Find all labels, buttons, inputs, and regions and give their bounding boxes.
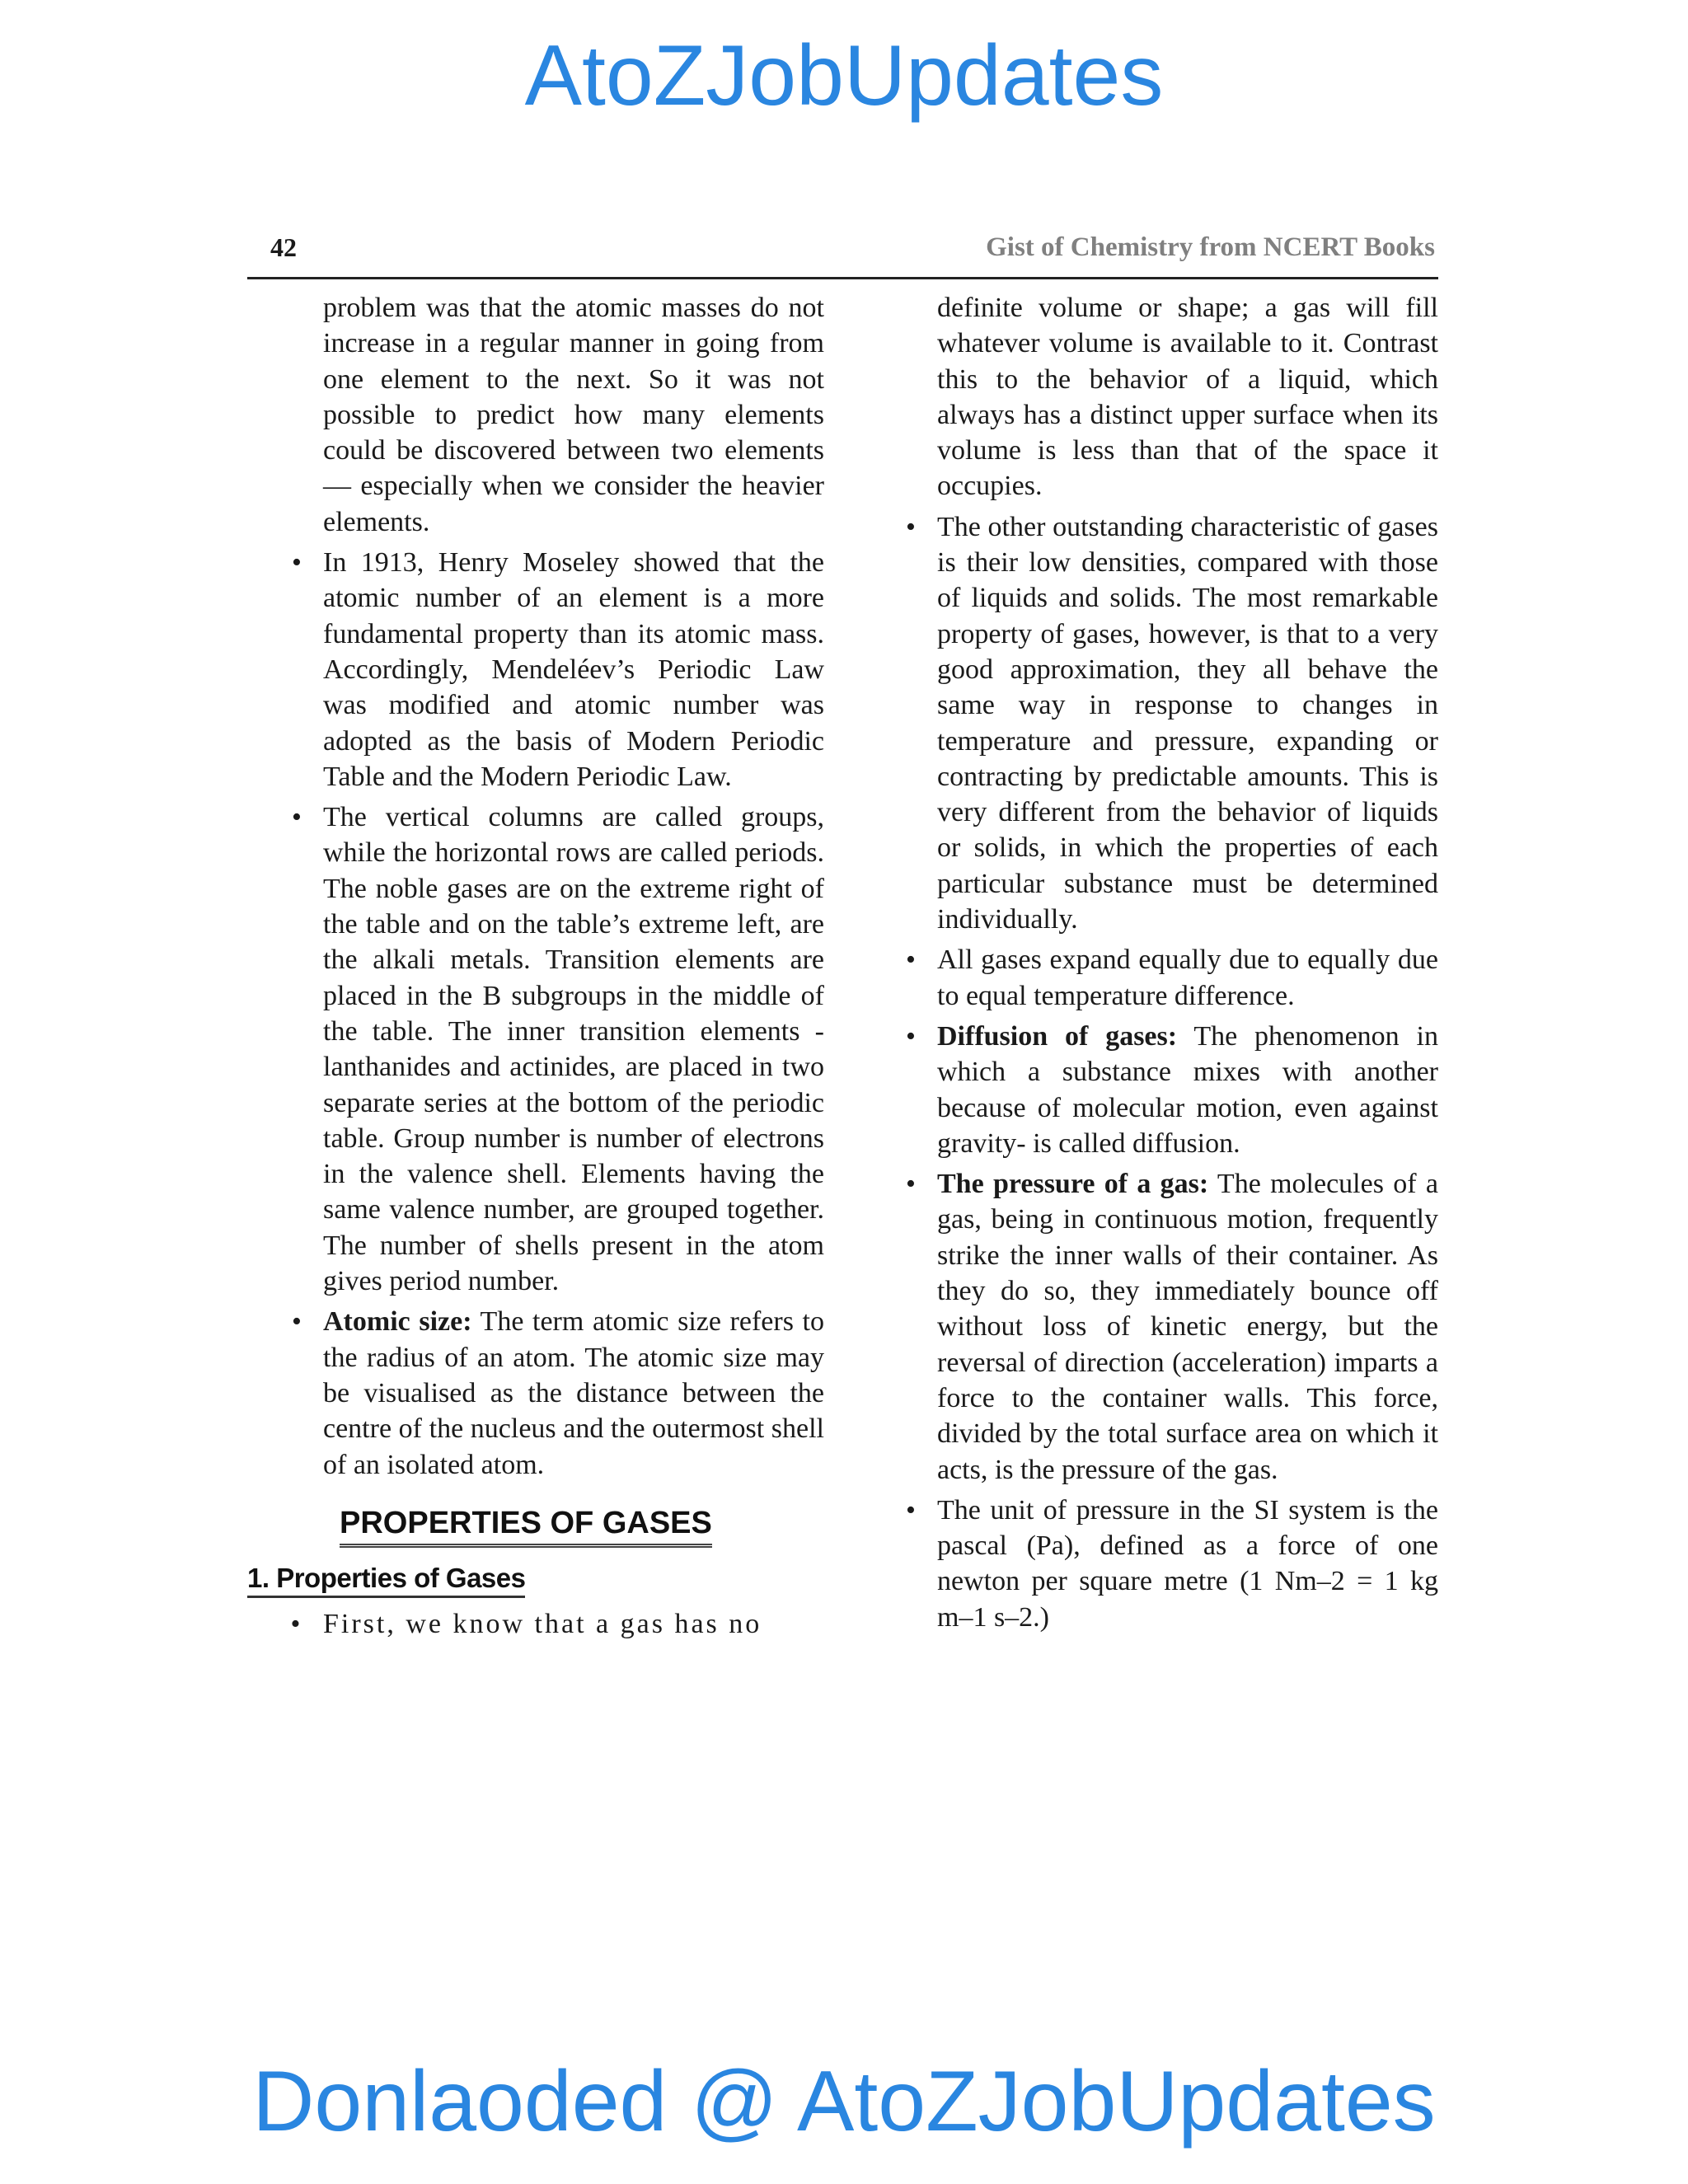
bullet-icon: •: [906, 1494, 916, 1526]
page-number: 42: [270, 232, 297, 262]
bullet-term: Atomic size:: [323, 1306, 472, 1338]
bullet-icon: •: [906, 1169, 916, 1200]
list-item: [247, 799, 824, 1299]
bullet-text: The phenomenon in which a substance mixes with another because of molecular motion, even against gravity- is called diffusion.: [937, 1020, 1438, 1159]
bullet-text: All gases expand equally due to equally due to equal temperature difference.: [937, 944, 1438, 1011]
bullet-text: First, we know that a gas has no: [323, 1608, 762, 1639]
left-column: [247, 290, 824, 1647]
bullet-text: The other outstanding characteristic of gases is their low densities, compared with those of liquids and solids. The most remarkable property of gases, however, is that to a very good approximation, they all behave the same way in response to changes in temperature and pressure, expanding or contracting by predictable amounts. This is very different from the behavior of liquids or solids, in which the properties of each particular substance must be determined individually.: [937, 511, 1438, 935]
list-item: [861, 1019, 1438, 1161]
bullet-term: Diffusion of gases:: [937, 1020, 1178, 1052]
bullet-text: The term atomic size refers to the radius of an atom. The atomic size may be visualised as the distance between the centre of the nucleus and the outermost shell of an isolated atom.: [323, 1306, 825, 1480]
book-title: Gist of Chemistry from NCERT Books: [986, 232, 1435, 262]
section-heading: PROPERTIES OF GASES: [340, 1504, 712, 1548]
bullet-icon: •: [906, 1020, 916, 1052]
bullet-icon: •: [906, 944, 916, 976]
bullet-text: The vertical columns are called groups, while the horizontal rows are called periods. The noble gases are on the extreme right of the table and on the table’s extreme left, are the alkali metals. Transition elements are placed in the B subgroups in the middle of the table. The inner transition elements - lanthanides and actinides, are placed in two separate series at the bottom of the periodic table. Group number is number of electrons in the valence shell. Elements having the same valence number, are grouped together. The number of shells present in the atom gives period number.: [323, 802, 824, 1297]
list-item: [247, 545, 824, 794]
header-rule: [247, 277, 1438, 279]
bullet-icon: •: [292, 1306, 302, 1338]
list-item: [861, 509, 1438, 938]
sub-heading: 1. Properties of Gases: [247, 1561, 525, 1598]
watermark-top: AtoZJobUpdates: [524, 28, 1164, 124]
watermark-bottom: Donlaoded @ AtoZJobUpdates: [252, 2054, 1436, 2149]
list-item: [861, 1493, 1438, 1635]
bullet-term: The pressure of a gas:: [937, 1169, 1209, 1200]
bullet-text: The molecules of a gas, being in continuous motion, frequently strike the inner walls of their container. As they do so, they immediately bounce off without loss of kinetic energy, but the reversal of direction (acceleration) imparts a force to the container walls. This force, divided by the total surface area on which it acts, is the pressure of the gas.: [937, 1169, 1438, 1485]
list-item: [247, 1606, 824, 1642]
bullet-icon: •: [292, 547, 302, 579]
running-header: [247, 232, 1438, 275]
continuation-paragraph: definite volume or shape; a gas will fill whatever volume is available to it. Contrast this to the behavior of a liquid, which always has a distinct upper surface when its volume is less than that of the space it occupies.: [937, 293, 1438, 502]
list-item: [861, 1166, 1438, 1488]
bullet-text: The unit of pressure in the SI system is the pascal (Pa), defined as a force of one newton per square metre (1 Nm–2 = 1 kg m–1 s–2.): [937, 1494, 1438, 1633]
bullet-icon: •: [290, 1608, 303, 1639]
section-heading-wrap: [247, 1488, 824, 1553]
right-column: [861, 290, 1438, 1640]
bullet-icon: •: [906, 511, 916, 542]
continuation-paragraph: problem was that the atomic masses do not increase in a regular manner in going from one element to the next. So it was not possible to predict how many elements could be discovered between two elements — especially when we consider the heavier elements.: [323, 293, 824, 537]
bullet-icon: •: [292, 802, 302, 833]
list-item: [247, 1304, 824, 1482]
list-item: [861, 942, 1438, 1014]
sub-heading-wrap: [247, 1553, 824, 1606]
bullet-text: In 1913, Henry Moseley showed that the atomic number of an element is a more fundamental property than its atomic mass. Accordingly, Mendeléev’s Periodic Law was modified and atomic number was adopted as the basis of Modern Periodic Table and the Modern Periodic Law.: [323, 547, 824, 792]
